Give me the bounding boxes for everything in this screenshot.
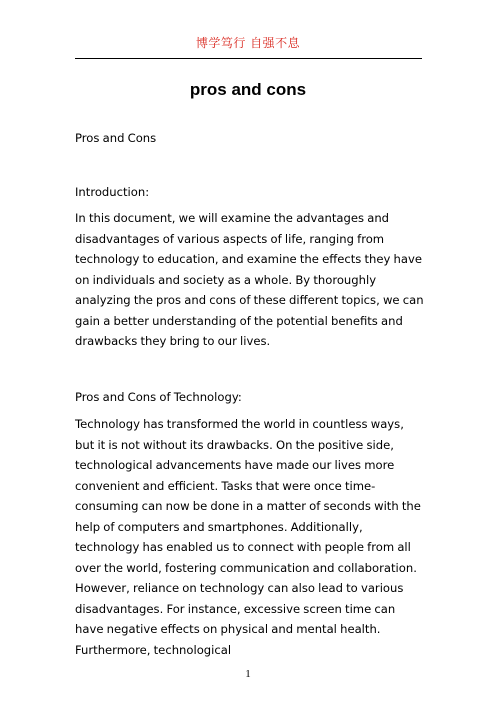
page-header-motto: 博学笃行 自强不息 xyxy=(195,36,301,50)
page-number: 1 xyxy=(245,668,251,680)
section-paragraph-technology: Technology has transformed the world in countless ways, but it is not without its drawbacks. On the positive side, technological advancements have made our lives more convenient and efficient. Tasks that were once time-consuming can now be done in a matter of seconds with the help of computers and smartphones. Additionally, technology has enabled us to connect with people from all over the world, fostering communication and collaboration. However, reliance on technology can also lead to various disadvantages. For instance, excessive screen time can have negative effects on physical and mental health. Furthermore, technological xyxy=(75,417,421,657)
document-subtitle: Pros and Cons xyxy=(75,131,157,145)
section-heading-technology: Pros and Cons of Technology: xyxy=(75,390,242,404)
section-paragraph-introduction: In this document, we will examine the advantages and disadvantages of various aspects of life, ranging from technology to education, and examine the effects they have on individuals and society as a whole. By thoroughly analyzing the pros and cons of these different topics, we can gain a better understanding of the potential benefits and drawbacks they bring to our lives. xyxy=(75,211,424,348)
section-heading-introduction: Introduction: xyxy=(75,185,150,199)
header-divider xyxy=(75,58,422,59)
document-title: pros and cons xyxy=(189,80,307,99)
